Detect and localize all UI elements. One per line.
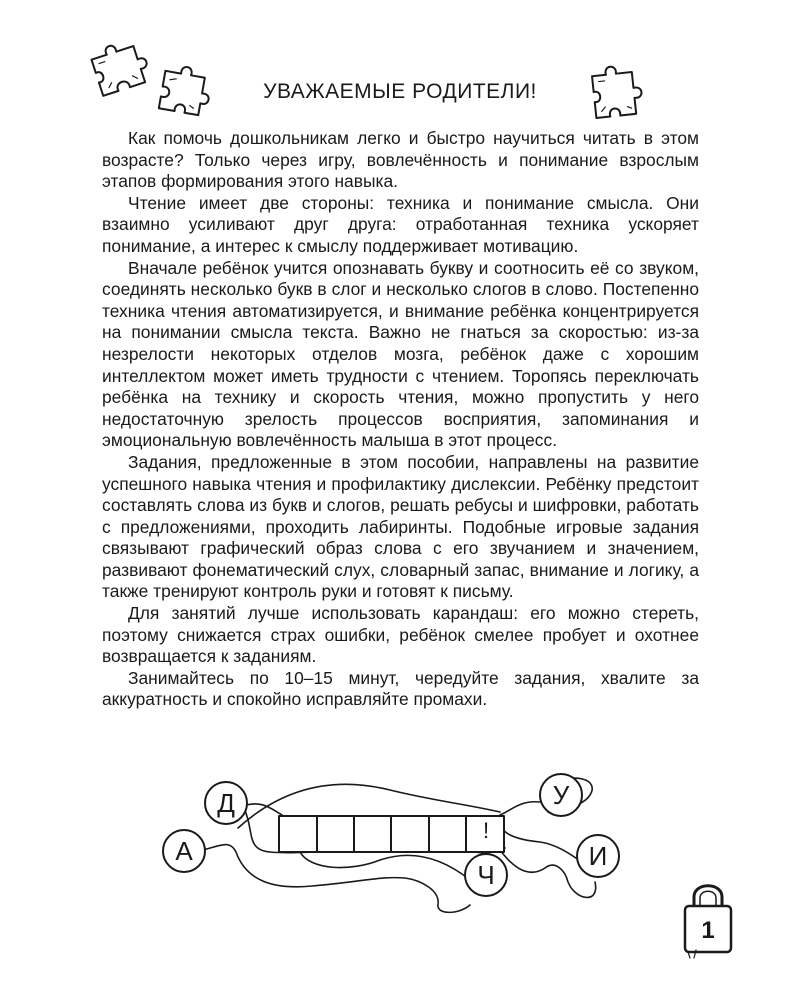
page-number: 1 xyxy=(701,917,715,944)
letter-d: Д xyxy=(217,788,235,818)
paragraph: Как помочь дошкольникам легко и быстро научиться читать в этом возрасте? Только через игру, вовлечённость и понимание взрослым этапов формирования этого навыка. xyxy=(102,128,699,192)
exclamation-mark: ! xyxy=(482,818,490,843)
letter-a: А xyxy=(175,836,193,866)
paragraph: Вначале ребёнок учится опознавать букву и соотносить её со звуком, соединять несколько букв в слог и несколько слогов в слово. Постепенно техника чтения автоматизируется, и внимание ребёнка концентрируется на понимании смысла текста. Важно не гнаться за скоростью: из-за незрелости некоторых отделов мозга, ребёнок даже с хорошим интеллектом может иметь трудности с чтением. Торопясь переключать ребёнка на технику и скорость чтения, можно пропустить у него недостаточную зрелость процессов восприятия, запоминания и эмоциональную вовлечённость малыша в этот процесс. xyxy=(102,257,699,451)
paragraph: Занимайтесь по 10–15 минут, чередуйте задания, хвалите за аккуратность и спокойно исправляйте промахи. xyxy=(102,667,699,710)
paragraph: Чтение имеет две стороны: техника и понимание смысла. Они взаимно усиливают друг друга: отработанная техника ускоряет понимание, а интерес к смыслу поддерживает мотивацию. xyxy=(102,192,699,256)
letter-u: У xyxy=(552,780,570,810)
letter-i: И xyxy=(588,841,608,871)
page-title: УВАЖАЕМЫЕ РОДИТЕЛИ! xyxy=(263,80,537,103)
body-text xyxy=(102,128,699,711)
paragraph: Задания, предложенные в этом пособии, направлены на развитие успешного навыка чтения и профилактику дислексии. Ребёнку предстоит составлять слова из букв и слогов, решать ребусы и шифровки, работать с предложениями, проходить лабиринты. Подобные игровые задания связывают графический образ слова с его звучанием и значением, развивают фонематический слух, словарный запас, внимание и логику, а также тренируют контроль руки и готовят к письму. xyxy=(102,451,699,602)
letter-ch: Ч xyxy=(477,860,495,890)
paragraph: Для занятий лучше использовать карандаш: его можно стереть, поэтому снижается страх ошибки, ребёнок смелее пробует и охотнее возвращается к заданиям. xyxy=(102,603,699,667)
